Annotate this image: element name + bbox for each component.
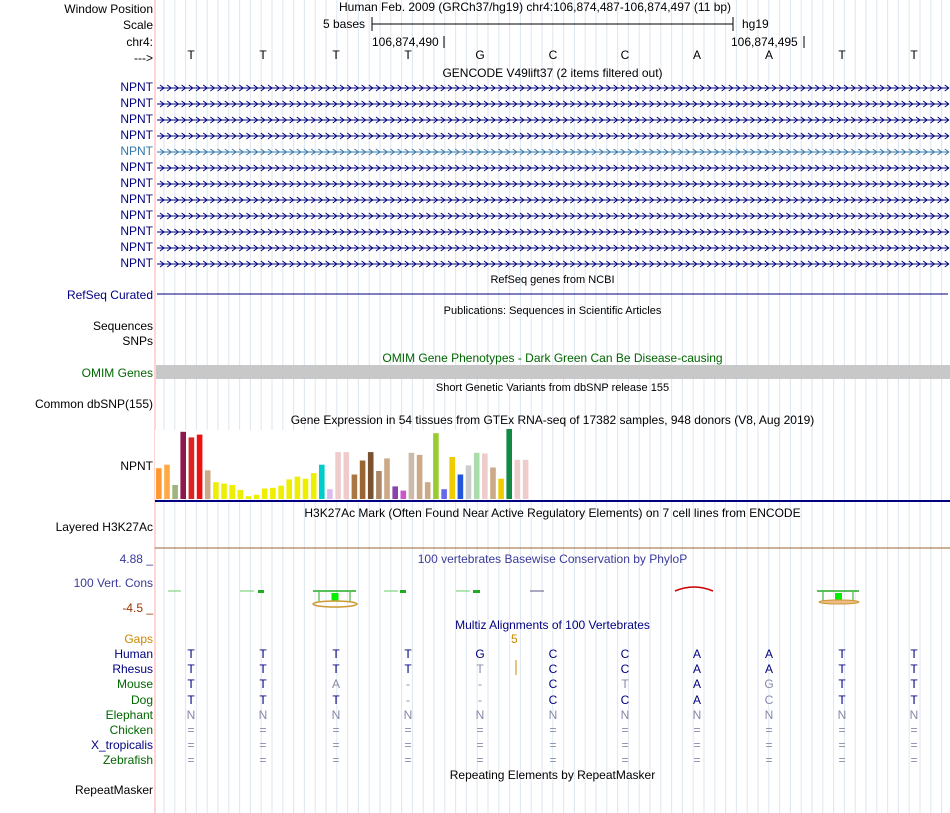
gtex-tissue-bar <box>213 482 219 499</box>
alignment-base: T <box>332 647 340 661</box>
alignment-base: C <box>548 647 558 661</box>
gtex-tissue-bar <box>335 452 341 499</box>
conservation-label[interactable]: 100 Vert. Cons <box>73 576 153 590</box>
alignment-base: C <box>620 662 630 676</box>
conservation-mark <box>258 590 264 593</box>
alignment-base: - <box>478 693 482 707</box>
gtex-tissue-bar <box>376 471 382 499</box>
species-label[interactable]: Mouse <box>116 677 153 691</box>
gtex-tissue-bar <box>449 457 455 499</box>
alignment-base: N <box>764 708 774 722</box>
alignment-base: N <box>403 708 413 722</box>
alignment-base: A <box>692 693 701 707</box>
assembly-short: hg19 <box>742 17 769 31</box>
gtex-tissue-bar <box>482 454 488 500</box>
gtex-tissue-bar <box>205 470 211 499</box>
alignment-base: = <box>693 738 701 752</box>
gencode-title[interactable]: GENCODE V49lift37 (2 items filtered out) <box>442 66 663 80</box>
alignment-base: - <box>406 677 410 691</box>
conservation-mark <box>400 590 406 593</box>
alignment-base: = <box>476 738 484 752</box>
gencode-transcript-label[interactable]: NPNT <box>120 192 153 206</box>
gtex-tissue-bar <box>384 458 390 499</box>
base-letter: T <box>404 48 412 62</box>
alignment-base: T <box>838 662 846 676</box>
conservation-negative-mark <box>313 601 357 607</box>
gencode-transcript-label[interactable]: NPNT <box>120 96 153 110</box>
gtex-tissue-bar <box>433 433 439 499</box>
gtex-tissue-bar <box>229 485 235 499</box>
alignment-base: = <box>332 738 340 752</box>
base-letter: T <box>259 48 267 62</box>
alignment-base: C <box>548 662 558 676</box>
species-label[interactable]: Chicken <box>109 723 153 737</box>
conservation-title[interactable]: 100 vertebrates Basewise Conservation by PhyloP <box>417 552 688 566</box>
gtex-tissue-bar <box>262 489 268 500</box>
gtex-tissue-bar <box>466 465 472 499</box>
alignment-base: N <box>692 708 702 722</box>
alignment-base: = <box>838 723 846 737</box>
gtex-tissue-bar <box>172 485 178 499</box>
gencode-transcript-label[interactable]: NPNT <box>120 112 153 126</box>
gap-marker: 5 <box>511 632 518 646</box>
alignment-base: T <box>187 677 195 691</box>
alignment-base: A <box>764 647 773 661</box>
gaps-label: Gaps <box>124 632 153 646</box>
alignment-base: T <box>621 677 629 691</box>
alignment-base: = <box>476 723 484 737</box>
alignment-base: = <box>910 738 918 752</box>
alignment-base: C <box>548 693 558 707</box>
gencode-transcript-label[interactable]: NPNT <box>120 80 153 94</box>
omim-title[interactable]: OMIM Gene Phenotypes - Dark Green Can Be Disease-causing <box>382 351 723 365</box>
gtex-tissue-bar <box>189 437 195 499</box>
gtex-tissue-bar <box>286 479 292 499</box>
alignment-base: = <box>259 738 267 752</box>
position-right: 106,874,495 <box>731 35 798 49</box>
alignment-base: C <box>764 693 774 707</box>
assembly-title: Human Feb. 2009 (GRCh37/hg19) chr4:106,874,487-106,874,497 (11 bp) <box>339 0 732 14</box>
alignment-base: T <box>187 647 195 661</box>
alignment-base: G <box>764 677 774 691</box>
alignment-base: T <box>259 662 267 676</box>
gtex-tissue-bar <box>319 465 325 499</box>
alignment-base: N <box>475 708 485 722</box>
scale-label: Scale <box>122 18 153 32</box>
alignment-base: N <box>837 708 847 722</box>
base-letter: C <box>548 48 558 62</box>
gtex-tissue-bar <box>498 479 504 499</box>
base-letter: T <box>187 48 195 62</box>
alignment-base: = <box>765 723 773 737</box>
species-label[interactable]: Human <box>114 647 153 661</box>
publications-sequences-label[interactable]: Sequences <box>92 319 153 333</box>
alignment-base: C <box>620 647 630 661</box>
gtex-tissue-bar <box>523 460 529 499</box>
refseq-label[interactable]: RefSeq Curated <box>66 288 153 302</box>
h3k27ac-label[interactable]: Layered H3K27Ac <box>55 520 153 534</box>
alignment-base: = <box>549 753 557 767</box>
alignment-base: = <box>549 738 557 752</box>
gtex-tissue-bar <box>352 475 358 500</box>
species-label[interactable]: Elephant <box>105 708 153 722</box>
alignment-base: = <box>404 753 412 767</box>
dbsnp-title[interactable]: Short Genetic Variants from dbSNP release 155 <box>435 382 670 394</box>
gtex-tissue-bar <box>180 432 186 499</box>
chrom-label: chr4: <box>126 35 153 49</box>
gtex-tissue-bar <box>515 460 521 499</box>
alignment-base: = <box>187 723 195 737</box>
conservation-mark <box>473 590 480 593</box>
base-letter: T <box>838 48 846 62</box>
base-letter: A <box>692 48 701 62</box>
gencode-transcript-label[interactable]: NPNT <box>120 240 153 254</box>
dbsnp-label[interactable]: Common dbSNP(155) <box>34 397 153 411</box>
omim-label[interactable]: OMIM Genes <box>81 366 153 380</box>
alignment-base: = <box>621 753 629 767</box>
position-left: 106,874,490 <box>372 35 439 49</box>
gtex-tissue-bar <box>246 496 252 499</box>
alignment-base: T <box>187 693 195 707</box>
alignment-base: = <box>838 738 846 752</box>
alignment-base: T <box>332 662 340 676</box>
alignment-base: C <box>548 677 558 691</box>
h3k27ac-title[interactable]: H3K27Ac Mark (Often Found Near Active Regulatory Elements) on 7 cell lines from ENCODE <box>304 506 801 520</box>
conservation-max: 4.88 _ <box>119 552 153 566</box>
conservation-negative-mark <box>819 600 859 604</box>
alignment-base: T <box>187 662 195 676</box>
alignment-base: A <box>692 647 701 661</box>
base-letter: C <box>620 48 630 62</box>
alignment-base: T <box>259 647 267 661</box>
alignment-base: N <box>909 708 919 722</box>
gtex-tissue-bar <box>360 461 366 500</box>
alignment-base: - <box>478 677 482 691</box>
alignment-base: = <box>549 723 557 737</box>
alignment-base: G <box>475 647 485 661</box>
gtex-tissue-bar <box>295 477 301 499</box>
alignment-base: = <box>693 753 701 767</box>
alignment-base: T <box>910 693 918 707</box>
conservation-min: -4.5 _ <box>122 601 153 615</box>
alignment-base: T <box>259 677 267 691</box>
gtex-tissue-bar <box>278 486 284 499</box>
repeatmasker-title[interactable]: Repeating Elements by RepeatMasker <box>449 768 656 782</box>
alignment-base: N <box>620 708 630 722</box>
gtex-tissue-bar <box>490 468 496 500</box>
gtex-tissue-bar <box>221 484 227 499</box>
alignment-base: = <box>187 753 195 767</box>
alignment-base: T <box>476 662 484 676</box>
alignment-base: A <box>692 677 701 691</box>
gtex-tissue-bar <box>368 452 374 499</box>
alignment-base: N <box>258 708 268 722</box>
gtex-tissue-bar <box>197 435 203 499</box>
gencode-transcript-label[interactable]: NPNT <box>120 256 153 270</box>
gtex-tissue-bar <box>417 455 423 499</box>
alignment-base: N <box>186 708 196 722</box>
alignment-base: T <box>910 677 918 691</box>
gtex-title[interactable]: Gene Expression in 54 tissues from GTEx RNA-seq of 17382 samples, 948 donors (V8, Aug 2019) <box>290 413 815 427</box>
scale-text: 5 bases <box>323 17 366 31</box>
gencode-transcript-label[interactable]: NPNT <box>120 160 153 174</box>
base-letter: G <box>475 48 485 62</box>
species-label[interactable]: Dog <box>130 693 153 707</box>
alignment-base: = <box>765 738 773 752</box>
species-label[interactable]: Rhesus <box>112 662 153 676</box>
conservation-red-mark <box>675 587 713 591</box>
gtex-tissue-bar <box>401 491 407 499</box>
refseq-title[interactable]: RefSeq genes from NCBI <box>490 274 615 286</box>
alignment-base: N <box>548 708 558 722</box>
publications-snps-label[interactable]: SNPs <box>122 334 153 348</box>
gtex-tissue-bar <box>392 486 398 499</box>
alignment-base: T <box>838 693 846 707</box>
alignment-base: T <box>838 677 846 691</box>
species-label[interactable]: X_tropicalis <box>90 738 153 752</box>
omim-bar <box>156 365 950 379</box>
alignment-base: A <box>692 662 701 676</box>
conservation-peak <box>332 593 339 601</box>
gtex-tissue-bar <box>425 482 431 499</box>
alignment-base: = <box>259 753 267 767</box>
gtex-tissue-bar <box>238 490 244 499</box>
gtex-tissue-bar <box>303 479 309 499</box>
alignment-base: = <box>765 753 773 767</box>
gtex-tissue-bar <box>327 489 333 499</box>
species-label[interactable]: Zebrafish <box>102 753 153 767</box>
alignment-base: = <box>693 723 701 737</box>
gtex-tissue-bar <box>270 488 276 499</box>
gtex-tissue-bar <box>506 429 512 499</box>
gencode-transcript-label[interactable]: NPNT <box>120 144 153 158</box>
alignment-base: = <box>838 753 846 767</box>
window-position-label: Window Position <box>64 2 153 16</box>
alignment-base: = <box>332 723 340 737</box>
alignment-base: = <box>404 738 412 752</box>
gtex-tissue-bar <box>254 495 260 499</box>
alignment-base: = <box>910 723 918 737</box>
alignment-base: A <box>331 677 340 691</box>
alignment-base: T <box>910 647 918 661</box>
alignment-base: C <box>620 693 630 707</box>
gtex-tissue-bar <box>441 489 447 499</box>
alignment-base: = <box>476 753 484 767</box>
gtex-tissue-bar <box>156 468 162 499</box>
alignment-base: = <box>332 753 340 767</box>
alignment-base: = <box>621 723 629 737</box>
base-letter: A <box>764 48 773 62</box>
gencode-transcript-label[interactable]: NPNT <box>120 128 153 142</box>
gtex-tissue-bar <box>409 453 415 499</box>
gtex-tissue-bar <box>164 465 170 499</box>
alignment-base: = <box>910 753 918 767</box>
alignment-base: T <box>332 693 340 707</box>
gtex-tissue-bar <box>344 452 350 499</box>
alignment-base: T <box>404 662 412 676</box>
alignment-base: = <box>404 723 412 737</box>
gtex-tissue-bar <box>311 473 317 499</box>
base-letter: T <box>332 48 340 62</box>
repeatmasker-label[interactable]: RepeatMasker <box>74 783 153 797</box>
alignment-base: N <box>331 708 341 722</box>
alignment-base: A <box>764 662 773 676</box>
gencode-transcript-label[interactable]: NPNT <box>120 176 153 190</box>
gtex-label[interactable]: NPNT <box>120 459 153 473</box>
alignment-base: T <box>259 693 267 707</box>
gencode-transcript-label[interactable]: NPNT <box>120 224 153 238</box>
base-letter: T <box>910 48 918 62</box>
alignment-base: = <box>187 738 195 752</box>
alignment-base: = <box>621 738 629 752</box>
alignment-base: = <box>259 723 267 737</box>
multiz-title[interactable]: Multiz Alignments of 100 Vertebrates <box>455 618 650 632</box>
alignment-base: - <box>406 693 410 707</box>
alignment-base: T <box>838 647 846 661</box>
publications-title[interactable]: Publications: Sequences in Scientific Articles <box>443 305 662 317</box>
alignment-base: T <box>404 647 412 661</box>
gencode-transcript-label[interactable]: NPNT <box>120 208 153 222</box>
gtex-tissue-bar <box>474 453 480 499</box>
gtex-tissue-bar <box>458 475 464 500</box>
strand-label: ---> <box>134 51 153 65</box>
alignment-base: T <box>910 662 918 676</box>
base-sequence <box>0 48 950 62</box>
